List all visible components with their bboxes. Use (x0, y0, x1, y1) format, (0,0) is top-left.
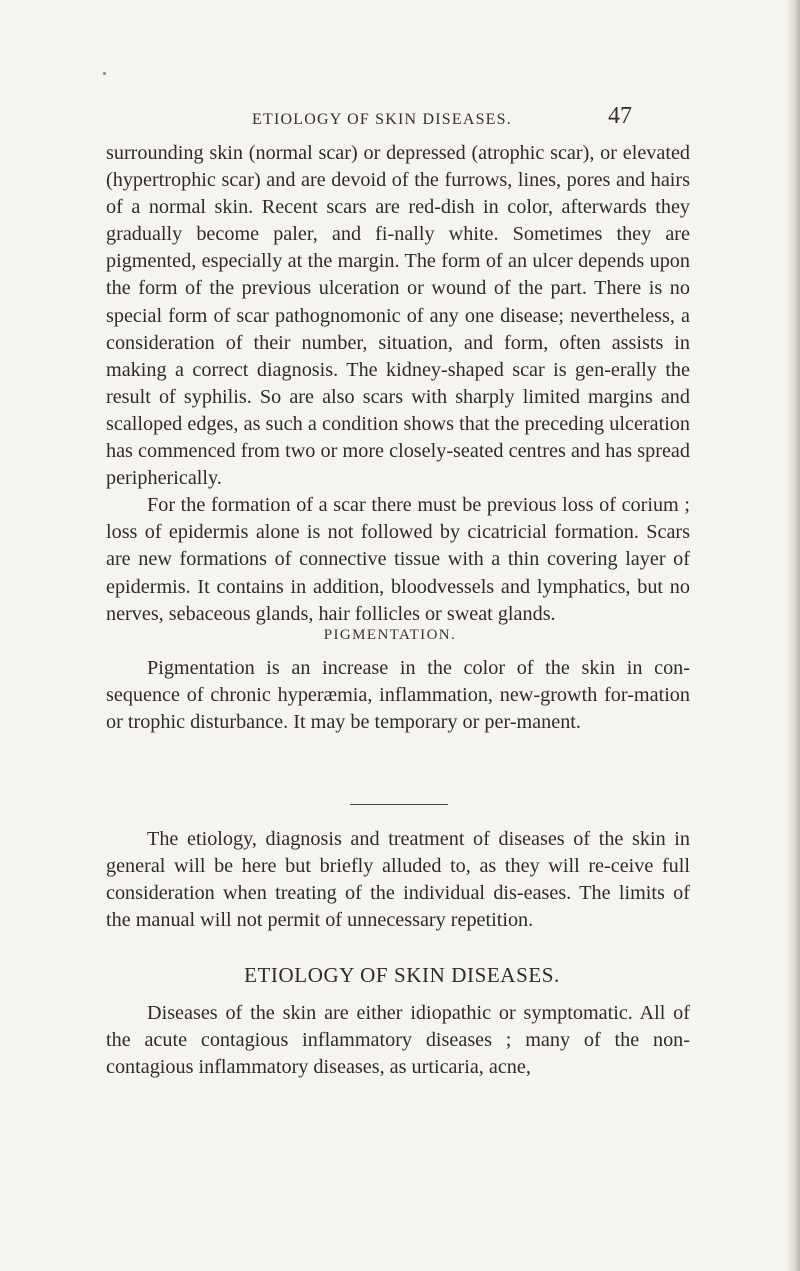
pigmentation-text-block (106, 655, 690, 736)
paragraph-scar-appearance: surrounding skin (normal scar) or depressed (atrophic scar), or elevated (hypertrophic scar) and are devoid of the furrows, lines, pores and hairs of a normal skin. Recent scars are red-dish in color, afterwards they gradually become paler, and fi-nally white. Sometimes they are pigmented, especially at the margin. The form of an ulcer depends upon the form of the previous ulceration or wound of the part. There is no special form of scar pathognomonic of any one disease; nevertheless, a consideration of their number, situation, and form, often assists in making a correct diagnosis. The kidney-shaped scar is gen-erally the result of syphilis. So are also scars with sharply limited margins and scalloped edges, as such a condition shows that the preceding ulceration has commenced from two or more closely-seated centres and has spread peripherically. (106, 142, 690, 490)
scar-text-block (106, 140, 690, 628)
etiology-text-block (106, 1000, 690, 1081)
running-title: ETIOLOGY OF SKIN DISEASES. (252, 111, 512, 128)
speck-mark (103, 72, 106, 75)
subheading-pigmentation: PIGMENTATION. (323, 627, 457, 643)
general-text-block (106, 826, 690, 934)
page-number: 47 (608, 103, 632, 129)
section-heading: ETIOLOGY OF SKIN DISEASES. (244, 963, 560, 987)
paragraph-scar-formation: For the formation of a scar there must be previous loss of corium ; loss of epidermis alone is not followed by cicatricial formation. Scars are new formations of connective tissue with a thin covering layer of epidermis. It contains in addition, bloodvessels and lymphatics, but no nerves, sebaceous glands, hair follicles or sweat glands. (106, 494, 690, 625)
paragraph-etiology: Diseases of the skin are either idiopathic or symptomatic. All of the acute contagious inflammatory diseases ; many of the non-contagious inflammatory diseases, as urticaria, acne, (106, 1002, 690, 1079)
paragraph-pigmentation: Pigmentation is an increase in the color of the skin in con-sequence of chronic hyperæmia, inflammation, new-growth for-mation or trophic disturbance. It may be temporary or per-manent. (106, 657, 690, 734)
paragraph-general-notes: The etiology, diagnosis and treatment of diseases of the skin in general will be here but briefly alluded to, as they will re-ceive full consideration when treating of the individual dis-eases. The limits of the manual will not permit of unnecessary repetition. (106, 828, 690, 932)
section-divider-rule (350, 804, 448, 805)
running-head (252, 103, 672, 139)
